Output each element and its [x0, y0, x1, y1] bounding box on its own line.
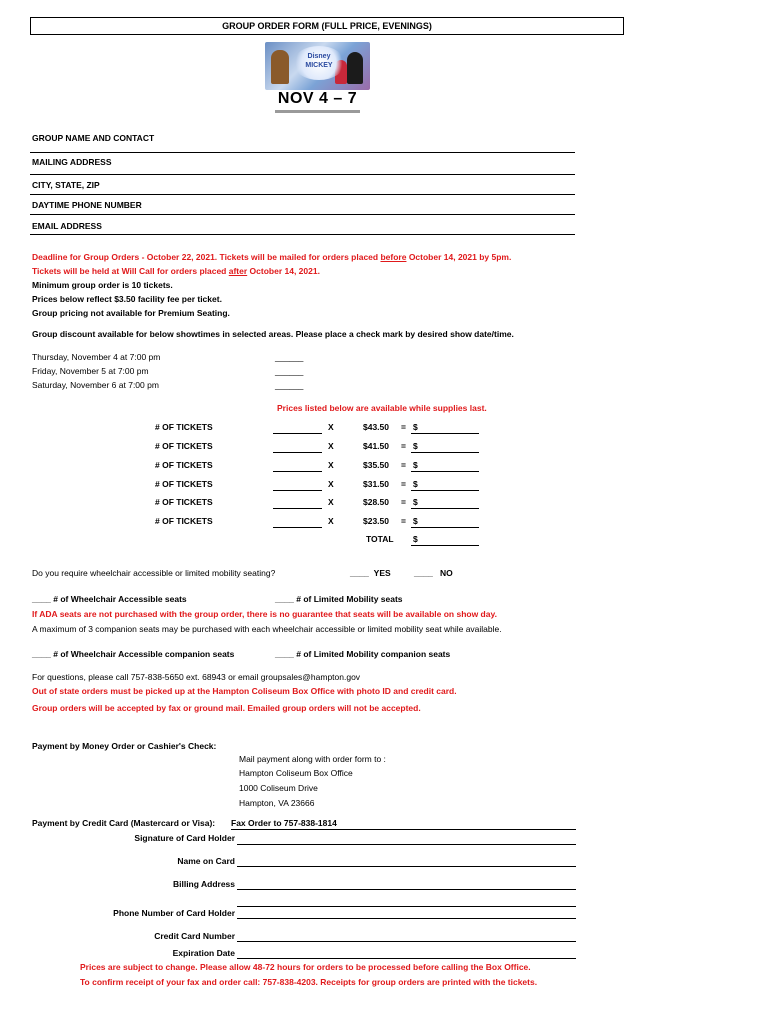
showtimes-intro: Group discount available for below showtimes in selected areas. Please place a check mark by desired show date/time.	[32, 329, 514, 339]
total-label: TOTAL	[366, 534, 394, 544]
cc-field-label: Signature of Card Holder	[134, 833, 235, 843]
ticket-row-x: X	[328, 441, 334, 451]
contact-field-line-city-state-zip[interactable]	[30, 194, 575, 195]
out-of-state-note: Out of state orders must be picked up at the Hampton Coliseum Box Office with photo ID and credit card.	[32, 686, 457, 696]
ticket-qty-blank[interactable]	[273, 508, 322, 509]
poster-logo	[293, 46, 345, 80]
ticket-subtotal-blank[interactable]	[411, 452, 479, 453]
poster-figure-mickey	[347, 52, 363, 84]
deadline-line-1: Deadline for Group Orders - October 22, 2021. Tickets will be mailed for orders placed before October 14, 2021 by 5pm.	[32, 252, 512, 262]
poster-art	[265, 42, 370, 90]
form-title: GROUP ORDER FORM (FULL PRICE, EVENINGS)	[30, 17, 624, 35]
expiration-line[interactable]	[237, 958, 576, 959]
ticket-row-x: X	[328, 422, 334, 432]
showtime-label: Saturday, November 6 at 7:00 pm	[32, 380, 159, 390]
phone-line[interactable]	[237, 918, 576, 919]
mail-line: Mail payment along with order form to :	[239, 754, 386, 764]
companion-note: A maximum of 3 companion seats may be purchased with each wheelchair accessible or limited mobility seat while available.	[32, 624, 502, 634]
ada-warning: If ADA seats are not purchased with the group order, there is no guarantee that seats will be available on show day.	[32, 609, 497, 619]
ticket-row-price: $41.50	[363, 441, 389, 451]
ticket-row-label: # OF TICKETS	[155, 479, 213, 489]
signature-line[interactable]	[237, 844, 576, 845]
ticket-qty-blank[interactable]	[273, 433, 322, 434]
total-blank[interactable]	[411, 545, 479, 546]
showtime-label: Thursday, November 4 at 7:00 pm	[32, 352, 161, 362]
fax-order-number: Fax Order to 757-838-1814	[231, 818, 337, 828]
ticket-row-label: # OF TICKETS	[155, 460, 213, 470]
contact-field-label: EMAIL ADDRESS	[32, 221, 102, 231]
ticket-row-label: # OF TICKETS	[155, 516, 213, 526]
wheelchair-companion-field[interactable]: ____ # of Wheelchair Accessible companion seats	[32, 649, 235, 659]
poster-brand: Disney	[307, 53, 331, 60]
no-blank[interactable]: ____ NO	[414, 568, 453, 578]
ticket-subtotal-blank[interactable]	[411, 433, 479, 434]
limited-companion-field[interactable]: ____ # of Limited Mobility companion seats	[275, 649, 451, 659]
ticket-row-label: # OF TICKETS	[155, 497, 213, 507]
poster-show: MICKEY	[305, 62, 333, 69]
total-dollar: $	[413, 534, 418, 544]
cc-field-label: Name on Card	[177, 856, 235, 866]
contact-field-line-phone[interactable]	[30, 214, 575, 215]
ticket-row-equals: =	[401, 460, 406, 470]
ticket-row-price: $28.50	[363, 497, 389, 507]
footer-confirm-note: To confirm receipt of your fax and order call: 757-838-4203. Receipts for group orders are printed with the tickets.	[80, 977, 538, 987]
billing-address-line-2[interactable]	[237, 906, 576, 907]
ticket-row-label: # OF TICKETS	[155, 441, 213, 451]
ticket-row-x: X	[328, 479, 334, 489]
ticket-row-label: # OF TICKETS	[155, 422, 213, 432]
cc-field-label: Phone Number of Card Holder	[113, 908, 235, 918]
ticket-row-price: $43.50	[363, 422, 389, 432]
showtime-check-blank[interactable]: ______	[275, 380, 304, 390]
ticket-row-x: X	[328, 497, 334, 507]
ticket-row-equals: =	[401, 422, 406, 432]
poster-dates: NOV 4 – 7	[277, 90, 358, 107]
ticket-subtotal-blank[interactable]	[411, 490, 479, 491]
ticket-row-equals: =	[401, 441, 406, 451]
ticket-row-dollar: $	[413, 460, 418, 470]
showtime-label: Friday, November 5 at 7:00 pm	[32, 366, 149, 376]
ticket-subtotal-blank[interactable]	[411, 508, 479, 509]
contact-field-label: DAYTIME PHONE NUMBER	[32, 200, 142, 210]
fax-mail-note: Group orders will be accepted by fax or ground mail. Emailed group orders will not be accepted.	[32, 703, 421, 713]
ticket-qty-blank[interactable]	[273, 452, 322, 453]
ticket-row-equals: =	[401, 516, 406, 526]
card-number-line[interactable]	[237, 941, 576, 942]
note-minimum: Minimum group order is 10 tickets.	[32, 280, 173, 290]
ticket-row-price: $23.50	[363, 516, 389, 526]
ticket-row-dollar: $	[413, 516, 418, 526]
event-poster	[265, 42, 370, 118]
yes-label: YES	[373, 568, 391, 578]
payment-cc-label: Payment by Credit Card (Mastercard or Visa):	[32, 818, 216, 828]
contact-field-line-group-name[interactable]	[30, 152, 575, 153]
mail-line: Hampton, VA 23666	[239, 798, 315, 808]
cc-field-label: Credit Card Number	[154, 931, 235, 941]
ticket-row-equals: =	[401, 497, 406, 507]
ticket-row-dollar: $	[413, 441, 418, 451]
showtime-check-blank[interactable]: ______	[275, 352, 304, 362]
price-note: Prices listed below are available while supplies last.	[277, 403, 487, 413]
ticket-qty-blank[interactable]	[273, 490, 322, 491]
ticket-qty-blank[interactable]	[273, 527, 322, 528]
yes-blank[interactable]: ____ YES	[350, 568, 391, 578]
cc-field-label: Billing Address	[172, 879, 235, 889]
ticket-row-price: $35.50	[363, 460, 389, 470]
billing-address-line[interactable]	[237, 889, 576, 890]
contact-field-line-email[interactable]	[30, 234, 575, 235]
mail-line: 1000 Coliseum Drive	[239, 783, 318, 793]
wheelchair-question: Do you require wheelchair accessible or limited mobility seating?	[32, 568, 276, 578]
note-premium: Group pricing not available for Premium Seating.	[32, 308, 230, 318]
questions-contact: For questions, please call 757-838-5650 ext. 68943 or email groupsales@hampton.gov	[32, 672, 361, 682]
name-on-card-line[interactable]	[237, 866, 576, 867]
contact-field-line-mailing-address[interactable]	[30, 174, 575, 175]
ticket-row-dollar: $	[413, 479, 418, 489]
ticket-row-x: X	[328, 516, 334, 526]
limited-mobility-seats-field[interactable]: ____ # of Limited Mobility seats	[275, 594, 403, 604]
fax-order-line	[231, 829, 576, 830]
payment-check-label: Payment by Money Order or Cashier's Check:	[32, 741, 217, 751]
poster-fine-print	[275, 110, 360, 113]
contact-field-label: MAILING ADDRESS	[32, 157, 112, 167]
ticket-qty-blank[interactable]	[273, 471, 322, 472]
contact-field-label: CITY, STATE, ZIP	[32, 180, 100, 190]
ticket-row-dollar: $	[413, 497, 418, 507]
deadline-line-2: Tickets will be held at Will Call for orders placed after October 14, 2021.	[32, 266, 320, 276]
cc-field-label: Expiration Date	[172, 948, 235, 958]
note-facility-fee: Prices below reflect $3.50 facility fee per ticket.	[32, 294, 222, 304]
poster-figure-left	[271, 50, 289, 84]
ticket-subtotal-blank[interactable]	[411, 471, 479, 472]
ticket-subtotal-blank[interactable]	[411, 527, 479, 528]
ticket-row-dollar: $	[413, 422, 418, 432]
showtime-check-blank[interactable]: ______	[275, 366, 304, 376]
footer-prices-note: Prices are subject to change. Please allow 48-72 hours for orders to be processed before calling the Box Office.	[80, 962, 531, 972]
ticket-row-equals: =	[401, 479, 406, 489]
ticket-row-x: X	[328, 460, 334, 470]
no-label: NO	[440, 568, 453, 578]
mail-line: Hampton Coliseum Box Office	[239, 768, 353, 778]
contact-field-label: GROUP NAME AND CONTACT	[32, 133, 155, 143]
wheelchair-seats-field[interactable]: ____ # of Wheelchair Accessible seats	[32, 594, 187, 604]
ticket-row-price: $31.50	[363, 479, 389, 489]
